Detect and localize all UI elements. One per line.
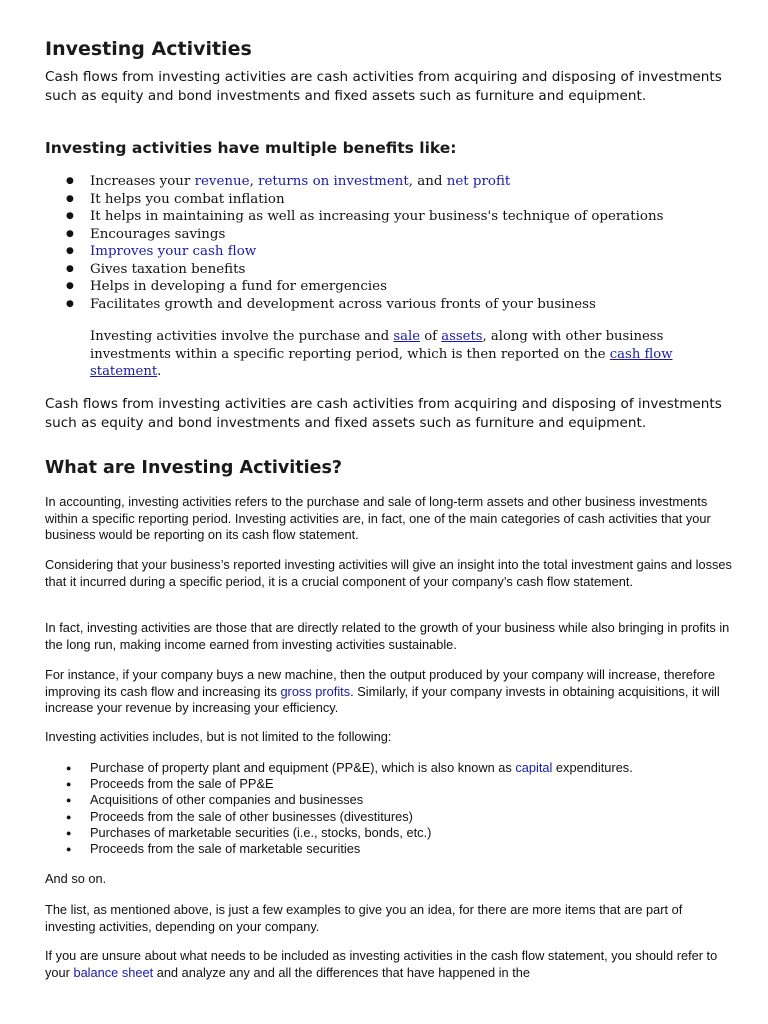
bullet-icon: ● bbox=[66, 228, 74, 239]
bullet-icon: ● bbox=[66, 211, 74, 221]
list-text: It helps you combat inflation bbox=[90, 191, 285, 207]
list-text: , and bbox=[408, 174, 447, 189]
list-item bbox=[0, 296, 768, 314]
list-text: Proceeds from the sale of PP&E bbox=[90, 776, 274, 792]
definition-text: of bbox=[420, 329, 442, 344]
benefits-list bbox=[0, 173, 768, 313]
list-text: Gives taxation benefits bbox=[90, 261, 246, 277]
body-paragraph bbox=[45, 667, 735, 717]
bullet-icon: ● bbox=[66, 811, 72, 822]
bullet-icon: ● bbox=[66, 827, 72, 838]
list-item bbox=[0, 776, 768, 792]
body-paragraph bbox=[45, 948, 735, 981]
bullet-icon: ● bbox=[66, 263, 74, 274]
list-text: Purchase of property plant and equipment (PP&E), which is also known as bbox=[90, 760, 516, 775]
revenue-link[interactable]: revenue bbox=[194, 174, 250, 189]
list-text: Facilitates growth and development across various fronts of your business bbox=[90, 296, 596, 312]
bullet-icon: ● bbox=[66, 193, 74, 204]
intro-paragraph: Cash flows from investing activities are cash activities from acquiring and disposing of investments such as equity and bond investments and fixed assets such as furniture and equipment. bbox=[45, 69, 722, 104]
bullet-icon: ● bbox=[66, 843, 72, 854]
bullet-icon: ● bbox=[66, 795, 72, 806]
list-item bbox=[0, 278, 768, 296]
list-item bbox=[0, 809, 768, 825]
list-text: Purchases of marketable securities (i.e., stocks, bonds, etc.) bbox=[90, 824, 432, 840]
list-text: Proceeds from the sale of marketable securities bbox=[90, 840, 361, 856]
definition-text: . bbox=[157, 364, 162, 379]
body-text: If you are unsure about what needs to be included as investing activities in the cash flow statement, you should refer to your bbox=[45, 948, 718, 980]
list-item bbox=[0, 173, 768, 191]
definition-paragraph bbox=[90, 328, 690, 381]
cash-flow-statement-link[interactable]: cash flow statement bbox=[90, 346, 673, 379]
list-item bbox=[0, 261, 768, 279]
list-item bbox=[0, 243, 768, 261]
improves-cash-flow-link[interactable]: Improves your cash flow bbox=[90, 244, 257, 259]
list-item bbox=[0, 760, 768, 776]
list-text: Proceeds from the sale of other businesses (divestitures) bbox=[90, 808, 413, 824]
definition-text: , along with other business investments within a specific reporting period, which is then reported on the bbox=[90, 329, 664, 362]
body-paragraph: The list, as mentioned above, is just a few examples to give you an idea, for there are more items that are part of investing activities, depending on your company. bbox=[45, 902, 683, 934]
benefits-heading: Investing activities have multiple benefits like: bbox=[45, 139, 457, 157]
list-item bbox=[0, 841, 768, 857]
list-item bbox=[0, 208, 768, 226]
balance-sheet-link[interactable]: balance sheet bbox=[73, 964, 154, 980]
body-paragraph: And so on. bbox=[45, 871, 107, 886]
capital-link[interactable]: capital bbox=[515, 760, 553, 775]
bullet-icon: ● bbox=[66, 298, 74, 309]
bullet-icon: ● bbox=[66, 246, 74, 256]
repeat-paragraph: Cash flows from investing activities are cash activities from acquiring and disposing of investments such as equity and bond investments and fixed assets such as furniture and equipment. bbox=[45, 396, 722, 431]
list-item bbox=[0, 792, 768, 808]
list-text: , bbox=[249, 174, 259, 189]
body-text: For instance, if your company buys a new machine, then the output produced by your company will increase, therefore improving its cash flow and increasing its bbox=[45, 667, 716, 699]
net-profit-link[interactable]: net profit bbox=[446, 174, 511, 189]
body-paragraph: Investing activities includes, but is not limited to the following: bbox=[45, 729, 392, 744]
list-text: Helps in developing a fund for emergencies bbox=[90, 279, 387, 294]
list-text: Acquisitions of other companies and businesses bbox=[90, 792, 364, 808]
includes-list bbox=[0, 760, 768, 857]
list-text: Increases your bbox=[90, 174, 195, 189]
list-item bbox=[0, 226, 768, 244]
gross-profits-link[interactable]: gross profits bbox=[280, 683, 351, 699]
bullet-icon: ● bbox=[66, 779, 72, 790]
list-text: It helps in maintaining as well as increasing your business's technique of operations bbox=[90, 209, 664, 224]
body-paragraph: In accounting, investing activities refers to the purchase and sale of long-term assets and other business investments within a specific reporting period. Investing activities are, in fact, one of the main categories of cash activities that your business would be reporting on its cash flow statement. bbox=[45, 494, 711, 542]
list-item bbox=[0, 825, 768, 841]
bullet-icon: ● bbox=[66, 176, 74, 186]
body-paragraph: Considering that your business’s reported investing activities will give an insight into the total investment gains and losses that it incurred during a specific period, it is a crucial component of your company’s cash flow statement. bbox=[45, 557, 732, 589]
body-text: . Similarly, if your company invests in obtaining acquisitions, it will increase your revenue by increasing your efficiency. bbox=[45, 683, 720, 715]
bullet-icon: ● bbox=[66, 763, 72, 773]
sale-link[interactable]: sale bbox=[393, 329, 421, 344]
returns-on-investment-link[interactable]: returns on investment bbox=[258, 174, 409, 189]
list-text: expenditures. bbox=[552, 760, 633, 775]
assets-link[interactable]: assets bbox=[441, 329, 483, 344]
page-title: Investing Activities bbox=[45, 38, 252, 60]
what-heading: What are Investing Activities? bbox=[45, 458, 343, 478]
bullet-icon: ● bbox=[66, 281, 74, 291]
definition-text: Investing activities involve the purchase and bbox=[90, 329, 394, 344]
list-item bbox=[0, 191, 768, 209]
body-paragraph: In fact, investing activities are those that are directly related to the growth of your business while also bringing in profits in the long run, making income earned from investing activities sustainable. bbox=[45, 620, 730, 652]
body-text: and analyze any and all the differences that have happened in the bbox=[153, 964, 530, 980]
list-text: Encourages savings bbox=[90, 226, 226, 242]
